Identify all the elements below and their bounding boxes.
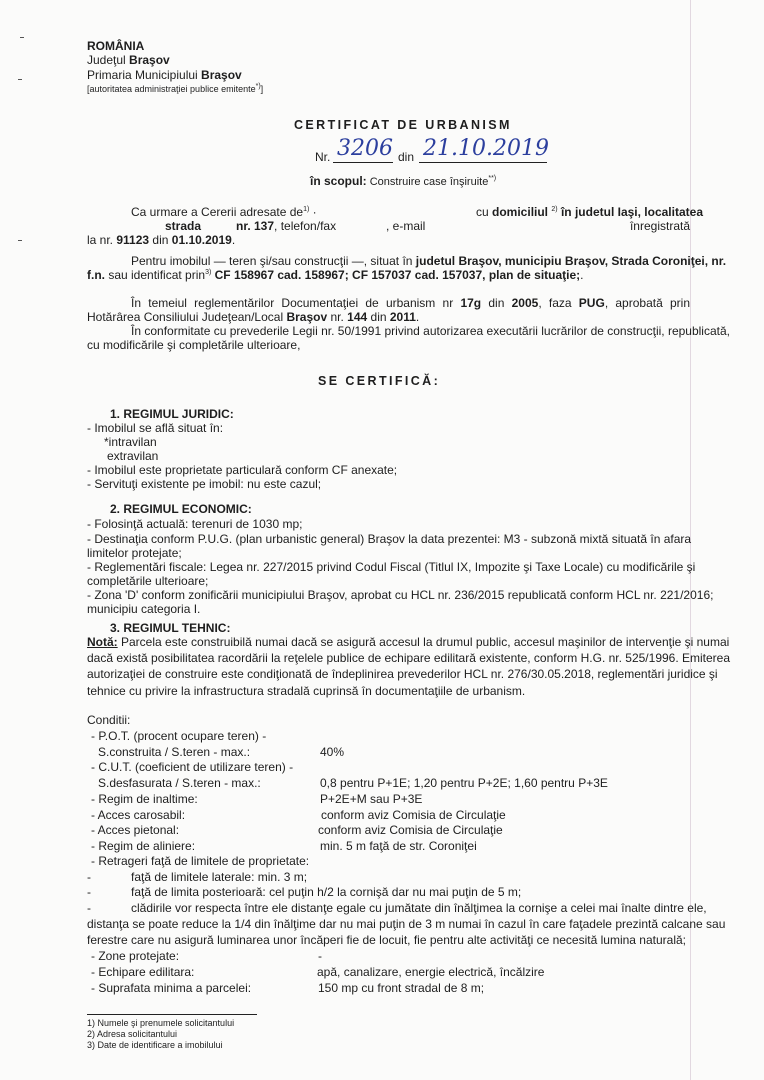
min-area-label: - Suprafata minima a parcelei:: [91, 981, 252, 995]
dash: -: [87, 870, 91, 884]
pot-sub-label: S.construita / S.teren - max.:: [98, 745, 251, 759]
juridic-line: - Servituţi existente pe imobil: nu este cazul;: [87, 477, 322, 491]
juridic-line: - Imobilul este proprietate particulară conform CF anexate;: [87, 463, 398, 477]
pedestrian-access-value: conform aviz Comisia de Circulaţie: [318, 823, 503, 837]
tehnic-note-line: autorizaţiei de construire este condiţionată de îndeplinirea prevederilor HCL nr. 276/30.05.2018, reglementări juridice şi: [87, 667, 718, 681]
height-label: - Regim de inaltime:: [91, 792, 198, 806]
min-area-value: 150 mp cu front stradal de 8 m;: [318, 981, 485, 995]
setback-lateral: faţă de limitele laterale: min. 3 m;: [131, 870, 308, 884]
pedestrian-access-label: - Acces pietonal:: [91, 823, 180, 837]
section-juridic-heading: 1. REGIMUL JURIDIC:: [110, 407, 234, 421]
setback-buildings: distanţa se poate reduce la 1/4 din înălţime dar nu mai puţin de 3 m numai în cazul în care faţadele prezintă calcane sau: [87, 917, 726, 931]
alignment-label: - Regim de aliniere:: [91, 839, 196, 853]
economic-line: - Destinaţia conform P.U.G. (plan urbanistic general) Braşov la data prezentei: M3 - subzonă mixtă situată în afara: [87, 532, 692, 546]
property-line-2: f.n. sau identificat prin$^{3)}$ CF 158967 cad. 158967; CF 157037 cad. 157037, plan de situaţie;.: [87, 268, 584, 282]
juridic-line: *intravilan: [104, 435, 157, 449]
registered-label: înregistrată: [629, 219, 690, 233]
authority-note: [autoritatea administraţiei publice emitente*)]: [87, 83, 264, 94]
date-label: din: [398, 150, 415, 164]
country: ROMÂNIA: [87, 39, 145, 53]
economic-line: - Folosinţă actuală: terenuri de 1030 mp;: [87, 517, 303, 531]
utilities-label: - Echipare edilitara:: [91, 965, 195, 979]
setback-buildings: ferestre care nu asigură luminarea unor încăperi fie de locuit, fie pentru alte activităţi ce necesită lumina naturală;: [87, 933, 686, 947]
street-number: nr. 137, telefon/fax: [236, 219, 337, 233]
economic-line: - Zona 'D' conform zonificării municipiului Braşov, aprobat cu HCL nr. 236/2015 republicată conform HCL nr. 221/2016;: [87, 588, 714, 602]
certificate-date: 21.10.2019: [423, 136, 549, 161]
footnote: 3) Date de identificare a imobilului: [87, 1040, 223, 1050]
protected-zones-value: -: [318, 949, 322, 963]
nr-underline: [333, 162, 393, 163]
certificate-number: 3206: [337, 136, 393, 161]
juridic-line: - Imobilul se află situat în:: [87, 421, 224, 435]
purpose: în scopul: Construire case înşiruite**): [310, 174, 497, 188]
registration-number: la nr. 91123 din 01.10.2019.: [87, 233, 236, 247]
economic-line: limitelor protejate;: [87, 546, 182, 560]
tehnic-note-line: Notă: Parcela este construibilă numai dacă se asigură accesul la drumul public, accesul maşinilor de intervenţie şi numai: [87, 635, 730, 649]
law-line-1: În conformitate cu prevederile Legii nr. 50/1991 privind autorizarea executării lucrărilor de construcţii, republicată,: [131, 324, 730, 338]
protected-zones-label: - Zone protejate:: [91, 949, 180, 963]
date-underline: [419, 162, 547, 163]
certifies-heading: SE CERTIFICĂ:: [318, 374, 441, 388]
footnote: 1) Numele şi prenumele solicitantului: [87, 1018, 235, 1028]
cut-sub-label: S.desfasurata / S.teren - max.:: [98, 776, 261, 790]
juridic-line: extravilan: [107, 449, 159, 463]
setback-label: - Retrageri faţă de limitele de proprietate:: [91, 854, 310, 868]
economic-line: municipiu categoria I.: [87, 602, 201, 616]
tehnic-note-line: tehnice cu privire la infrastructura stradală cuprinsă în documentaţiile de urbanism.: [87, 684, 526, 698]
city-hall: Primaria Municipiului Braşov: [87, 68, 242, 82]
footnote: 2) Adresa solicitantului: [87, 1029, 178, 1039]
conditions-heading: Conditii:: [87, 713, 131, 727]
scan-mark: [18, 240, 22, 241]
law-line-2: cu modificările şi completările ulterioare,: [87, 338, 301, 352]
car-access-label: - Acces carosabil:: [91, 808, 186, 822]
setback-buildings: clădirile vor respecta între ele distanţe egale cu jumătate din înălţimea la cornişe a celei mai înalte dintre ele,: [131, 901, 707, 915]
setback-rear: faţă de limita posterioară: cel puţin h/2 la cornişă dar nu mai puţin de 5 m;: [131, 885, 522, 899]
alignment-value: min. 5 m faţă de str. Coroniţei: [320, 839, 477, 853]
cut-label: - C.U.T. (coeficient de utilizare teren) -: [91, 760, 294, 774]
utilities-value: apă, canalizare, energie electrică, încălzire: [317, 965, 545, 979]
street-label: strada: [165, 219, 202, 233]
email-label: , e-mail: [386, 219, 426, 233]
pot-label: - P.O.T. (procent ocupare teren) -: [91, 729, 267, 743]
section-economic-heading: 2. REGIMUL ECONOMIC:: [110, 502, 252, 516]
property-line-1: Pentru imobilul — teren şi/sau construcţii —, situat în judetul Braşov, municipiu Braşov, Strada Coroniţei, nr.: [131, 254, 727, 268]
request-line-1b: cu domiciliul $^{2)}$ în judetul Iaşi, localitatea: [476, 205, 703, 219]
document-title: CERTIFICAT DE URBANISM: [294, 118, 512, 132]
basis-line-1: În temeiul reglementărilor Documentaţiei de urbanism nr 17g din 2005, faza PUG, aprobată prin: [131, 296, 690, 310]
nr-label: Nr.: [315, 150, 331, 164]
request-line-1a: Ca urmare a Cererii adresate $de^{1)}$ ·: [131, 205, 317, 219]
height-value: P+2E+M sau P+3E: [320, 792, 423, 806]
scan-mark: [20, 37, 24, 38]
section-tehnic-heading: 3. REGIMUL TEHNIC:: [110, 621, 231, 635]
cut-value: 0,8 pentru P+1E; 1,20 pentru P+2E; 1,60 pentru P+3E: [320, 776, 608, 790]
basis-line-2: Hotărârea Consiliului Judeţean/Local Braşov nr. 144 din 2011.: [87, 310, 420, 324]
footnote-divider: [87, 1014, 257, 1015]
car-access-value: conform aviz Comisia de Circulaţie: [321, 808, 506, 822]
economic-line: - Reglementări fiscale: Legea nr. 227/2015 privind Codul Fiscal (Titlul IX, Impozite şi Taxe Locale) cu modificările şi: [87, 560, 696, 574]
pot-value: 40%: [320, 745, 345, 759]
dash: -: [87, 885, 91, 899]
economic-line: completările ulterioare;: [87, 574, 209, 588]
tehnic-note-line: dacă există posibilitatea racordării la reţelele publice de echipare edilitară existente, conform H.G. nr. 525/1996. Emiterea: [87, 651, 731, 665]
scan-mark: [18, 79, 22, 80]
dash: -: [87, 901, 91, 915]
county: Judeţul Braşov: [87, 53, 170, 67]
